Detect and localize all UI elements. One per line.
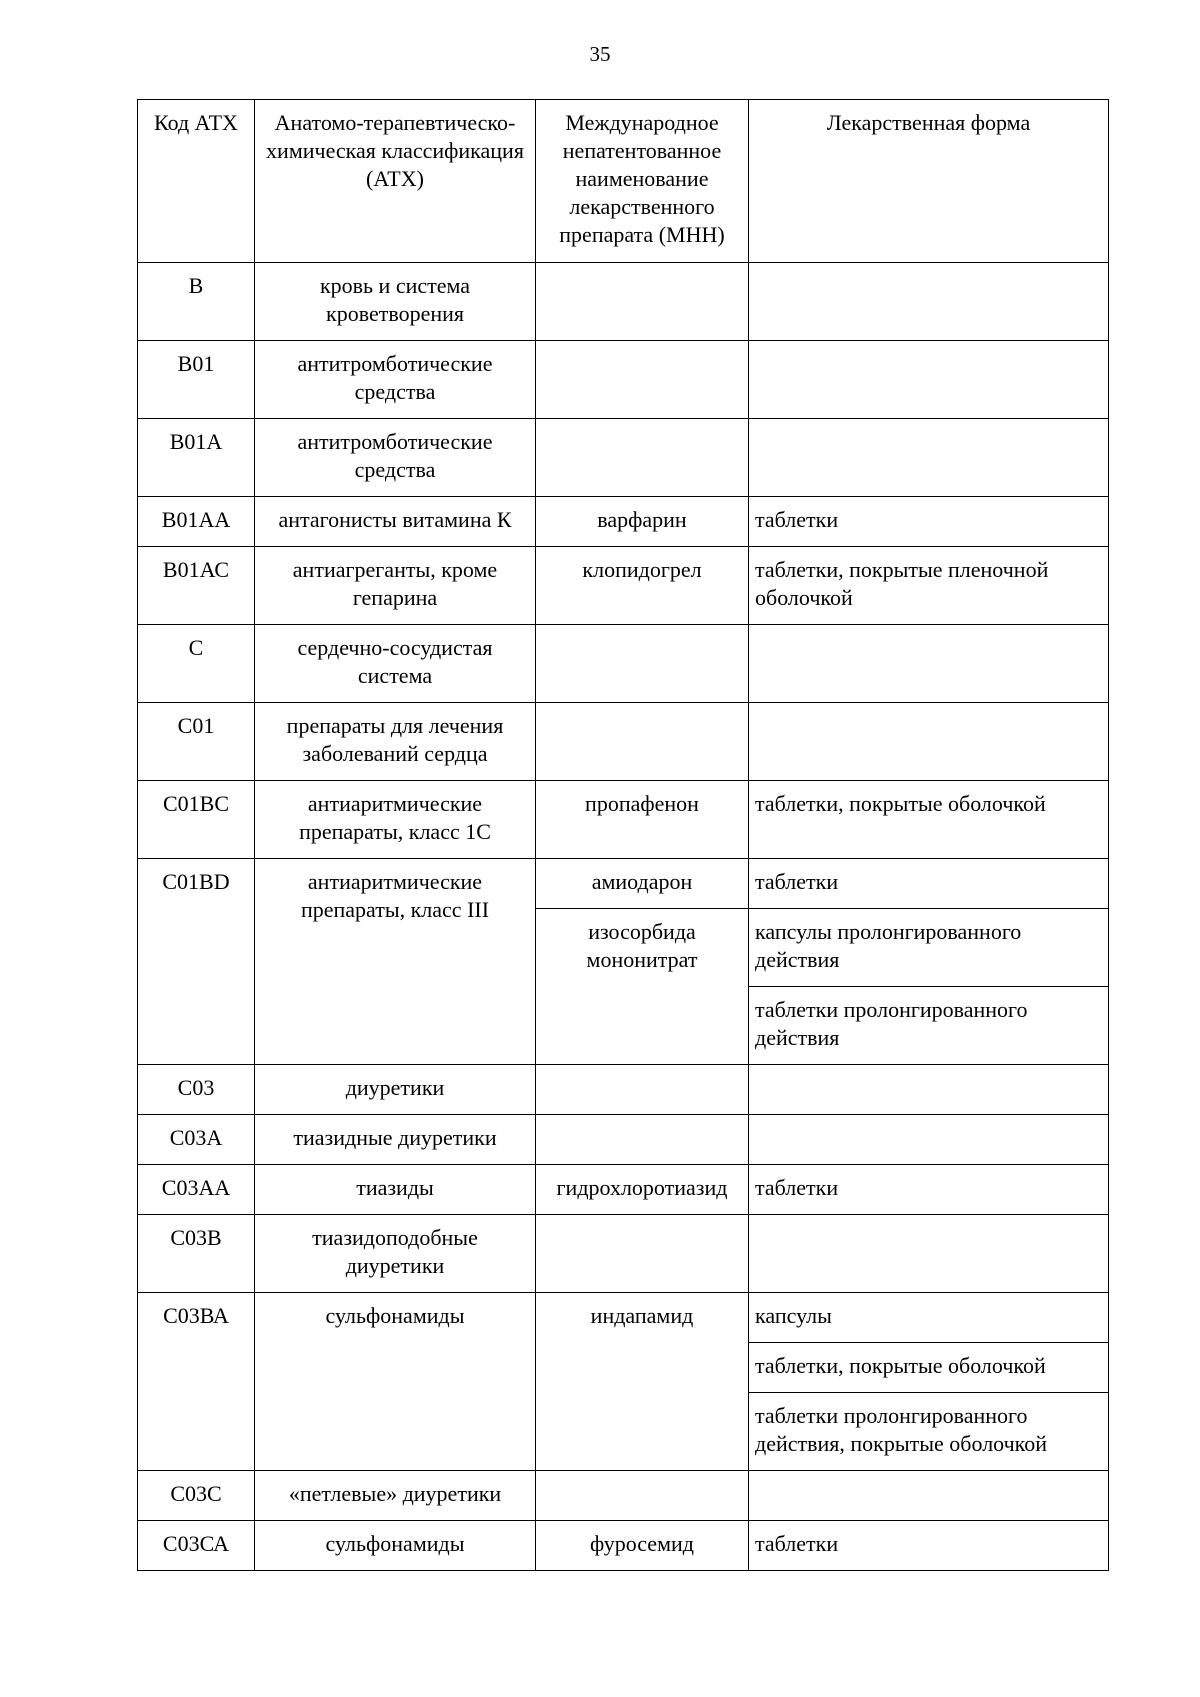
form-cell (749, 341, 1109, 419)
table-row (138, 1065, 1109, 1115)
class-cell: антитромботические средства (255, 341, 536, 419)
form-cell: таблетки пролонгированного действия (749, 987, 1109, 1065)
form-cell (749, 1471, 1109, 1521)
class-cell: антиаритмические препараты, класс 1С (255, 781, 536, 859)
class-cell: сердечно-сосудистая система (255, 625, 536, 703)
code-cell: В01А (138, 419, 255, 497)
form-cell (749, 625, 1109, 703)
inn-cell: варфарин (536, 497, 749, 547)
inn-cell: гидрохлоротиазид (536, 1165, 749, 1215)
inn-cell (536, 419, 749, 497)
form-cell: капсулы пролонгированного действия (749, 909, 1109, 987)
table-row (138, 703, 1109, 781)
inn-cell (536, 1065, 749, 1115)
form-cell: таблетки (749, 1165, 1109, 1215)
form-cell (749, 1115, 1109, 1165)
code-cell: С01 (138, 703, 255, 781)
inn-cell: клопидогрел (536, 547, 749, 625)
inn-cell: пропафенон (536, 781, 749, 859)
inn-cell (536, 341, 749, 419)
code-cell: В01 (138, 341, 255, 419)
form-cell: таблетки (749, 497, 1109, 547)
code-cell: С03СА (138, 1521, 255, 1571)
inn-cell: амиодарон (536, 859, 749, 909)
code-cell: С03 (138, 1065, 255, 1115)
class-cell: сульфонамиды (255, 1293, 536, 1471)
inn-cell (536, 625, 749, 703)
table-row (138, 1165, 1109, 1215)
class-cell: тиазиды (255, 1165, 536, 1215)
code-cell: С03В (138, 1215, 255, 1293)
code-cell: С03АА (138, 1165, 255, 1215)
page-number: 35 (589, 42, 611, 66)
code-cell: С03С (138, 1471, 255, 1521)
form-cell: таблетки, покрытые оболочкой (749, 781, 1109, 859)
class-cell: «петлевые» диуретики (255, 1471, 536, 1521)
table-row (138, 1115, 1109, 1165)
code-cell: С03ВА (138, 1293, 255, 1471)
inn-cell: изосорбида мононитрат (536, 909, 749, 1065)
form-cell (749, 419, 1109, 497)
header-dosage-form: Лекарственная форма (749, 100, 1109, 263)
inn-cell: фуросемид (536, 1521, 749, 1571)
inn-cell: индапамид (536, 1293, 749, 1471)
table-row (138, 625, 1109, 703)
table-row (138, 497, 1109, 547)
inn-cell (536, 1115, 749, 1165)
form-cell: таблетки, покрытые пленочной оболочкой (749, 547, 1109, 625)
class-cell: тиазидоподобные диуретики (255, 1215, 536, 1293)
table-row (138, 859, 1109, 909)
atx-table (137, 99, 1109, 1571)
table-row (138, 341, 1109, 419)
form-cell: таблетки пролонгированного действия, покрытые оболочкой (749, 1393, 1109, 1471)
class-cell: антиаритмические препараты, класс III (255, 859, 536, 1065)
code-cell: В01АС (138, 547, 255, 625)
class-cell: кровь и система кроветворения (255, 263, 536, 341)
form-cell: таблетки (749, 859, 1109, 909)
header-row (138, 100, 1109, 263)
class-cell: препараты для лечения заболеваний сердца (255, 703, 536, 781)
table-row (138, 263, 1109, 341)
table-row (138, 1521, 1109, 1571)
table-row (138, 781, 1109, 859)
code-cell: С01ВD (138, 859, 255, 1065)
inn-cell (536, 1471, 749, 1521)
class-cell: антиагреганты, кроме гепарина (255, 547, 536, 625)
form-cell (749, 263, 1109, 341)
class-cell: диуретики (255, 1065, 536, 1115)
form-cell: таблетки (749, 1521, 1109, 1571)
inn-cell (536, 703, 749, 781)
header-inn: Международное непатентованное наименование лекарственного препарата (МНН) (536, 100, 749, 263)
class-cell: антитромботические средства (255, 419, 536, 497)
class-cell: сульфонамиды (255, 1521, 536, 1571)
code-cell: С03А (138, 1115, 255, 1165)
form-cell (749, 1065, 1109, 1115)
inn-cell (536, 1215, 749, 1293)
form-cell (749, 1215, 1109, 1293)
table-row (138, 419, 1109, 497)
code-cell: С (138, 625, 255, 703)
form-cell: капсулы (749, 1293, 1109, 1343)
header-code: Код АТХ (138, 100, 255, 263)
header-classification: Анатомо-терапевтическо-химическая классификация (АТХ) (255, 100, 536, 263)
table-row (138, 547, 1109, 625)
code-cell: С01ВС (138, 781, 255, 859)
table-row (138, 1471, 1109, 1521)
class-cell: антагонисты витамина К (255, 497, 536, 547)
class-cell: тиазидные диуретики (255, 1115, 536, 1165)
form-cell (749, 703, 1109, 781)
inn-cell (536, 263, 749, 341)
code-cell: В01АА (138, 497, 255, 547)
code-cell: В (138, 263, 255, 341)
table-row (138, 1293, 1109, 1343)
table-row (138, 1215, 1109, 1293)
form-cell: таблетки, покрытые оболочкой (749, 1343, 1109, 1393)
